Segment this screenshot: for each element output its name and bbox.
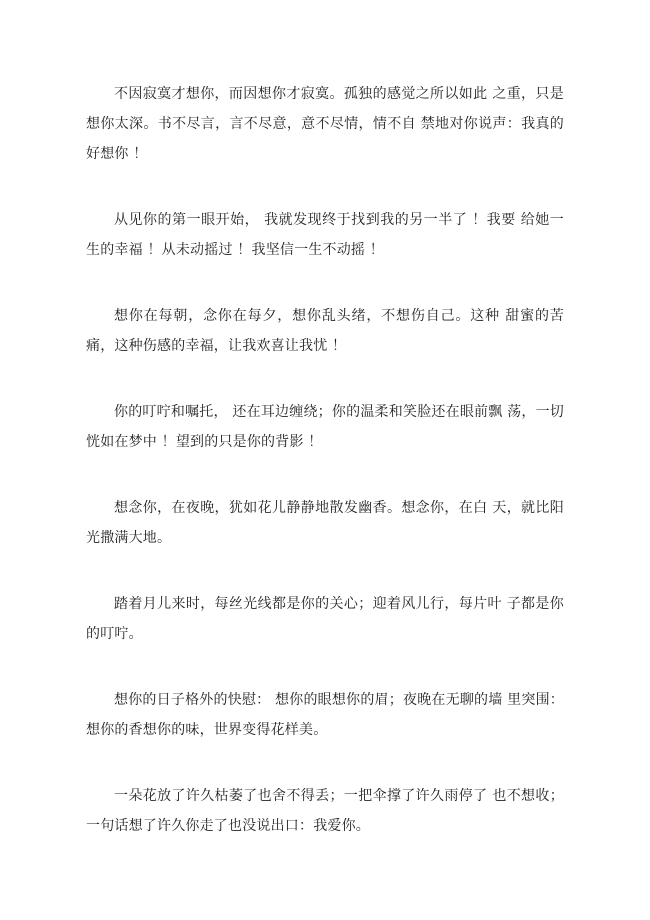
- document-body: [86, 79, 564, 877]
- paragraph-3: 想你在每朝，念你在每夕，想你乱头绪，不想伤自己。这种 甜蜜的苦痛，这种伤感的幸福，让我欢喜让我忧 ！: [86, 308, 564, 354]
- paragraph-7: 想你的日子格外的快慰： 想你的眼想你的眉；夜晚在无聊的墙 里突围：想你的香想你的味，世界变得花样美。: [86, 692, 564, 738]
- paragraph-6: 踏着月儿来时，每丝光线都是你的关心；迎着风儿行，每片叶 子都是你的叮咛。: [86, 596, 564, 642]
- paragraph-2: 从见你的第一眼开始， 我就发现终于找到我的另一半了 ！我要 给她一生的幸福 ！从未动摇过 ！我坚信一生不动摇 ！: [86, 212, 564, 258]
- paragraph-4: 你的叮咛和嘱托， 还在耳边缠绕；你的温柔和笑脸还在眼前飘 荡，一切恍如在梦中 ！望到的只是你的背影 ！: [86, 404, 564, 450]
- paragraph-5: 想念你，在夜晚，犹如花儿静静地散发幽香。想念你，在白 天，就比阳光撒满大地。: [86, 500, 564, 546]
- paragraph-8: 一朵花放了许久枯萎了也舍不得丢；一把伞撑了许久雨停了 也不想收；一句话想了许久你走了也没说出口：我爱你。: [86, 788, 564, 834]
- paragraph-1: 不因寂寞才想你，而因想你才寂寞。孤独的感觉之所以如此 之重，只是想你太深。书不尽言，言不尽意，意不尽情，情不自 禁地对你说声：我真的好想你 ！: [86, 86, 564, 162]
